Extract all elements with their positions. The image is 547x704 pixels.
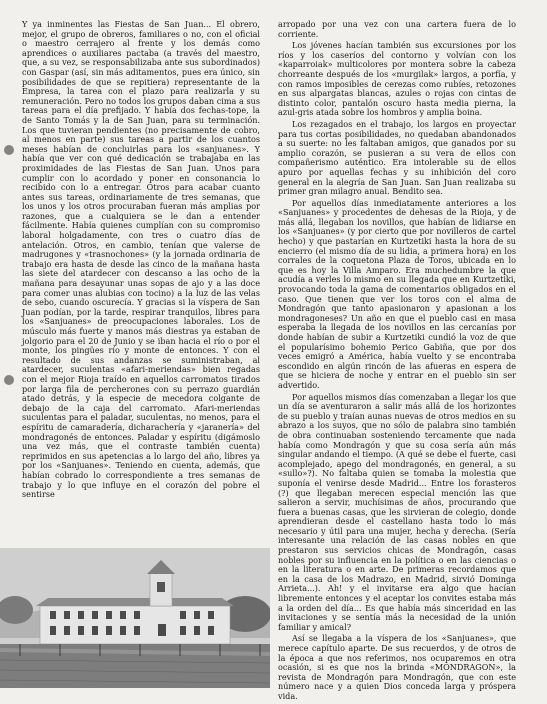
paragraph: Los jóvenes hacían también sus excursiones por los ríos y los caseríos del contorno y volvían con los «kaparroiak» multicolores por montera sobre la cabeza chorreante después de los «murgilak» largos, a porfía, y con ramos imposibles de cerezas como rubíes, retozones en sus alpargatas blancas, azules o rojas con cintas de distinto color, pantalón oscuro hasta media pierna, la azul-gris atada sobre los hombros y amplia boina.	[278, 40, 516, 118]
paragraph: arropado por una vez con una cartera fuera de lo corriente.	[278, 19, 516, 39]
left-column	[22, 20, 260, 502]
binder-hole	[4, 145, 14, 155]
right-column	[278, 20, 516, 704]
paragraph: Los rezagados en el trabajo, los largos en proyectar para tus cortas posibilidades, no quedaban abandonados a su suerte: no les faltaban amigos, que ganados por su amplio corazón, se pusieran a su vera de ellos con compañerismo auténtico. Era intolerable su de ellos apuro por aquellas fechas y su inhibición del coro general en la alegría de San Juan. San Juan realizaba su primer gran milagro anual. Bendito sea.	[278, 118, 516, 197]
paragraph: Por aquellos mismos días comenzaban a llegar los que un día se aventuraron a salir más allá de los horizontes de su pueblo y traían aunas nuevas de otros medios en su abrazo a los suyos, que no sólo de palabra sino también de obra continuaban sosteniendo tercamente que nada había como Mondragón y que su cosa sería aún más singular andando el tiempo. (A qué se debe el fuerte, casi acomplejado, apego del mondragonés, en general, a su «sullo»?). No faltaba quien se tomaba la molestia que suponía el venirse desde Madrid... Entre los forasteros (?) que llegaban merecen especial mención las que salieron a servir, muchísimas de años, procurando que fuera a buenas casas, que les sirvieran de colegio, donde aprendieran desde el castellano hasta todo lo más necesario y útil para una mujer, hecha y derecha. (Sería interesante una relación de las casas nobles en que prestaron sus servicios chicas de Mondragón, casas nobles por su influencia en la política o en las ciencias o en la literatura o en arte. De primeras recordamos que en la casa de los Madrazo, en Madrid, sirvió Dominga Arrieta...). Ah! y el invitarse era algo que hacían libremente entonces y el aceptar los convites estaba más a la orden del día... Es que había más sinceridad en las invitaciones y se sentía más la necesidad de la unión familiar y amical?	[278, 391, 516, 632]
paragraph: Así se llegaba a la víspera de los «Sanjuanes», que merece capítulo aparte. De sus recuerdos, y de otros de la época a que nos referimos, nos ocuparemos en otra ocasión, si es que nos la brinda «MONDRAGON», la revista de Mondragón para Mondragón, que con este número nace y a quien Dios conceda larga y próspera vida.	[278, 633, 516, 701]
paragraph: Y ya inminentes las Fiestas de San Juan... El obrero, mejor, el grupo de obreros, familiares o no, con el oficial o maestro cerrajero al frente y los demás como aprendices o auxiliares pactaba (a través del maestro, que, a su vez, se responsabilizaba ante sus subordinados) con Gaspar (así, sin más aditamentos, pues era único, sin posibilidades de que se repitiera) representante de la Empresa, la tarea con el plazo para realizarla y su remuneración. Pero no todos los grupos daban cima a sus tareas para el día prefijado. Y había dos fechas-tope, la de Santo Tomás y la de San Juan, para su terminación. Los que tuvieran pendientes (no precisamente de cobro, al menos en parte) sus tareas a partir de los cuantos meses habían de concluirlas para los «sanjuanes». Y había que ver con qué dedicación se trabajaba en las proximidades de las Fiestas de San Juan. Unos para cumplir con lo acordado y poner en consonancia lo recibido con lo a entregar. Otros para acabar cuanto antes sus tareas, ordinariamente de tres semanas, que los unos y los otros procuraban fueran más amplias por razones, que a cualquiera se le dan a entender fácilmente. Había quienes cumplían con su compromiso laboral holgadamente, con tres o cuatro días de antelación. Otros, en cambio, tenían que valerse de madrugones y «trasnochones» (y la jornada ordinaria de trabajo era hasta de desde las cinco de la mañana hasta las siete del atardecer con descanso a las ocho de la mañana para desayunar unas sopas de ajo y a las doce para comer unas alubias con tocino) a la luz de las velas de sebo, cuando oscurecía. Y gracias si la víspera de San Juan podían, por la tarde, respirar tranquilos, libres para los «Sanjuanes» de preocupaciones laborales. Los de músculo más fuerte y manos más diestras ya estaban de jolgorio para el 20 de Junio y se iban hacia el río o por el monte, los pingües río y monte de entonces. Y con el resultado de sus andanzas se suministraban, al atardecer, suculentas «afari-meriendas» bien regadas con el mejor Rioja traído en aquellos carromatos tirados por larga fila de percherones con su perrazo guardián atado detrás, y la especie de mecedora colgante de debajo de la caja del carromato. Afari-meriendas suculentas para el paladar, suculentas, no menos, para el espíritu de camaradería, dicharachería y «jaranería» del mondragonés de entonces. Paladar y espíritu (digámoslo una vez más, que el contraste también cuenta) reprimidos en sus apetencias a lo largo del año, libres ya por los «Sanjuanes». Teniendo en cuenta, además, que habían cobrado lo correspondiente a tres semanas de trabajo y lo que influye en el corazón del pobre el sentirse	[22, 19, 260, 500]
paragraph: Por aquellos días inmediatamente anteriores a los «Sanjuanes» y procedentes de dehesas de la Rioja, y de más allá, llegaban los novillos, que habían de lidiarse en los «Sanjuanes» (y por cierto que por novilleros de cartel hecho) y que pastarían en Kurtzetiki hasta la hora de su encierro (el mismo día de su lidia, a primera hora) en los corrales de la coquetona Plaza de Toros, ubicada en lo que es hoy la Villa Amparo. Era muchedumbre la que acudía a verles lo mismo en su llegada que en Kurtzetiki, provocando toda la gama de comentarios obligados en el caso. Que tienen que ver los toros con el alma de Mondragón que tanto apasionaron y apasionan a los mondragoneses? Un año en que el pueblo casi en masa esperaba la llegada de los novillos en las cercanías por donde habían de subir a Kurtzetiki cundió la voz de que el popularísimo bohemio Perico Gabiña, que por dos veces emigró a América, había vuelto y se encontraba escondido en algún rincón de las afueras en espera de que se hiciera de noche y entrar en el pueblo sin ser advertido.	[278, 197, 516, 390]
building-photo-illustration	[0, 548, 270, 688]
historic-photo	[0, 548, 270, 688]
binder-hole	[4, 375, 14, 385]
